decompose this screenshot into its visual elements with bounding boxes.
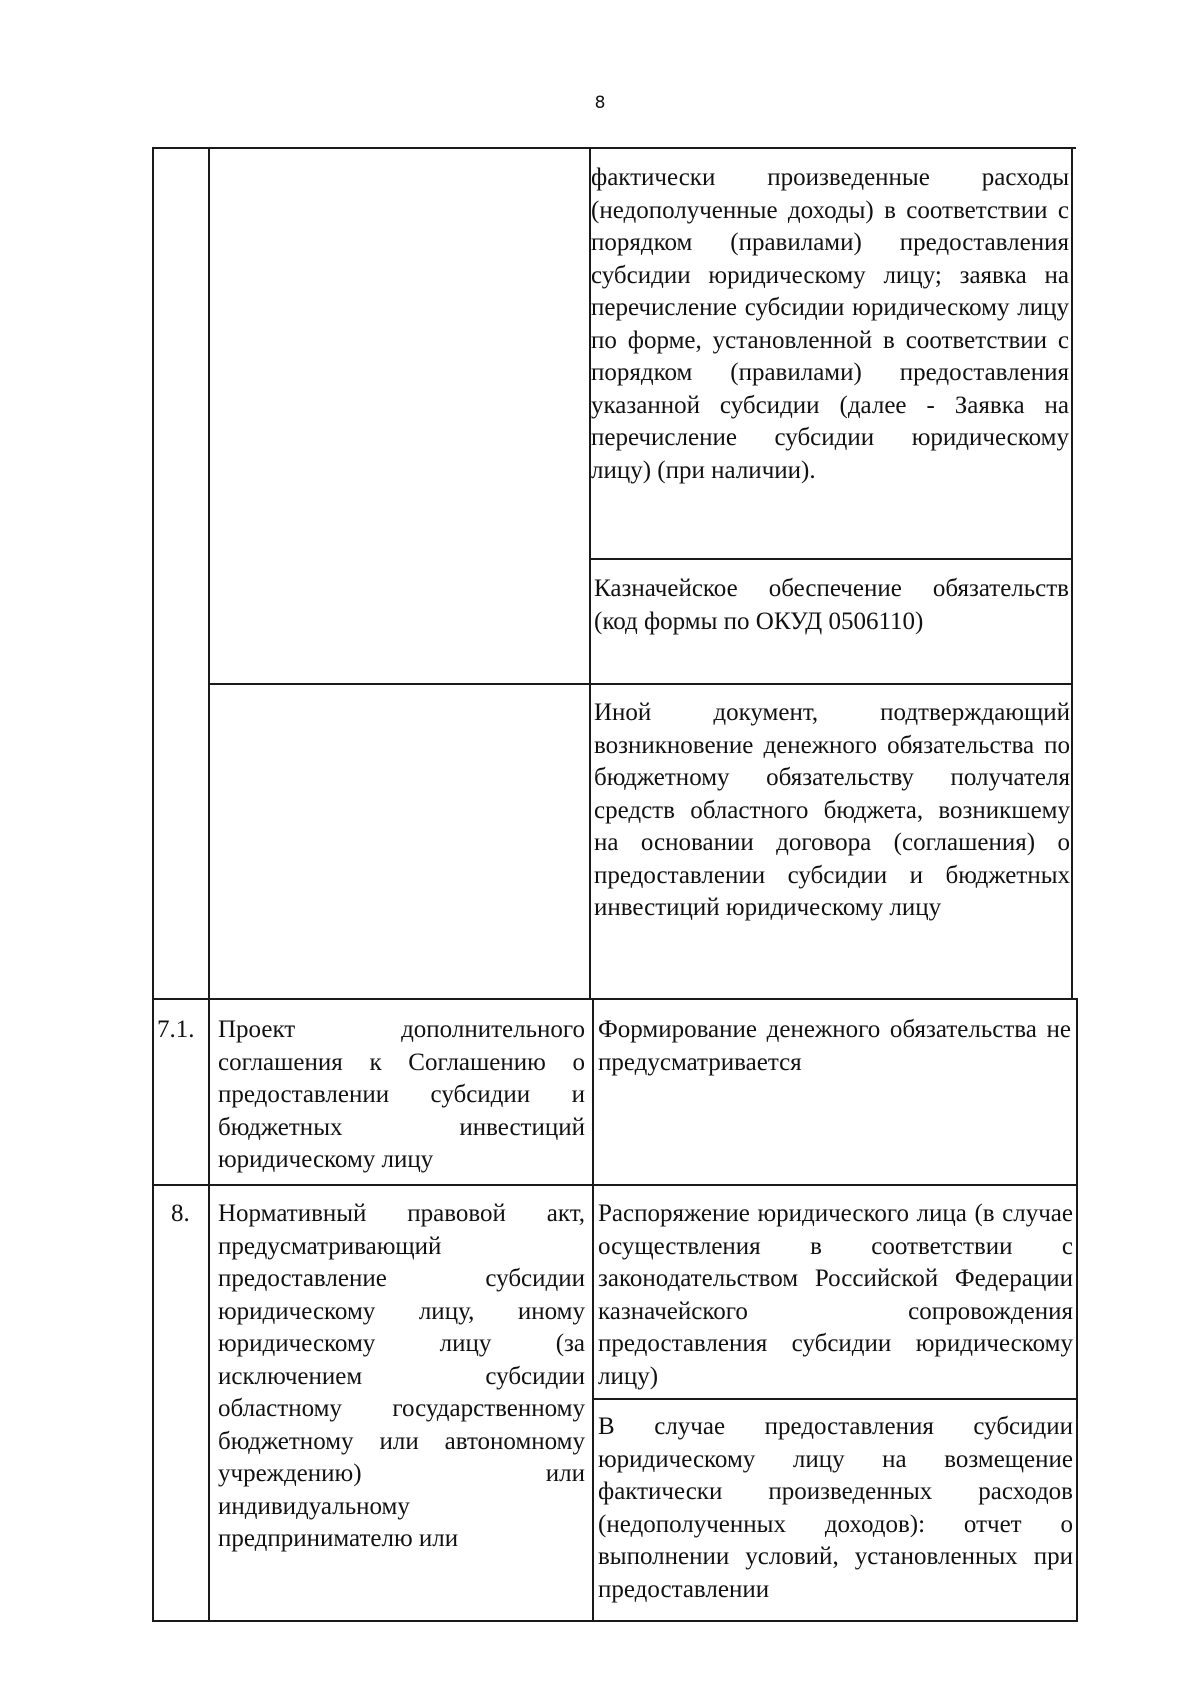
row-divider-8 <box>152 1184 1078 1186</box>
table-right-border-upper <box>1071 147 1073 998</box>
column-divider-1 <box>208 147 210 1622</box>
table-right-border-lower <box>1076 998 1078 1622</box>
cell-document-8: Нормативный правовой акт, предусматривающий предоставление субсидии юридическому лицу, иному юридическому лицу (за исключением субсидии областному государственному бюджетному или автономному учреждению) или индивидуальному предпринимателю или <box>218 1200 585 1552</box>
cell-document-7-1: Проект дополнительного соглашения к Соглашению о предоставлении субсидии и бюджетных инвестиций юридическому лицу <box>218 1016 585 1173</box>
row-number-7-1: 7.1. <box>157 1016 195 1043</box>
cell-treasury-provision: Казначейское обеспечение обязательств (код формы по ОКУД 0506110) <box>594 575 1069 635</box>
table-left-border <box>152 147 154 1622</box>
cell-obligation-8-order: Распоряжение юридического лица (в случае осуществления в соответствии с законодательством Российской Федерации казначейского сопровождения предоставления субсидии юридическому лицу) <box>598 1200 1073 1390</box>
subrow-divider-c <box>592 1398 1078 1400</box>
cell-obligation-documents: фактически произведенные расходы (недополученные доходы) в соответствии с порядком (правилами) предоставления субсидии юридическому лицу; заявка на перечисление субсидии юридическому лицу по форме, установленной в соответствии с порядком (правилами) предоставления указанной субсидии (далее - Заявка на перечисление субсидии юридическому лицу) (при наличии). <box>591 164 1069 484</box>
row-divider-7-1 <box>152 998 1076 1000</box>
column-divider-2-lower <box>592 998 594 1622</box>
table-top-border <box>152 147 1076 149</box>
subrow-divider-a <box>589 558 1073 560</box>
row-number-8: 8. <box>171 1200 190 1227</box>
page-number: 8 <box>594 93 606 113</box>
cell-other-document: Иной документ, подтверждающий возникновение денежного обязательства по бюджетному обязательству получателя средств областного бюджета, возникшему на основании договора (соглашения) о предоставлении субсидии и бюджетных инвестиций юридическому лицу <box>594 699 1070 921</box>
subrow-divider-b <box>208 683 1073 685</box>
table-bottom-border <box>152 1620 1078 1622</box>
cell-obligation-7-1: Формирование денежного обязательства не предусматривается <box>598 1016 1071 1076</box>
cell-obligation-8-report: В случае предоставления субсидии юридическому лицу на возмещение фактически произведенных расходов (недополученных доходов): отчет о выполнении условий, установленных при предоставлении <box>598 1413 1073 1603</box>
